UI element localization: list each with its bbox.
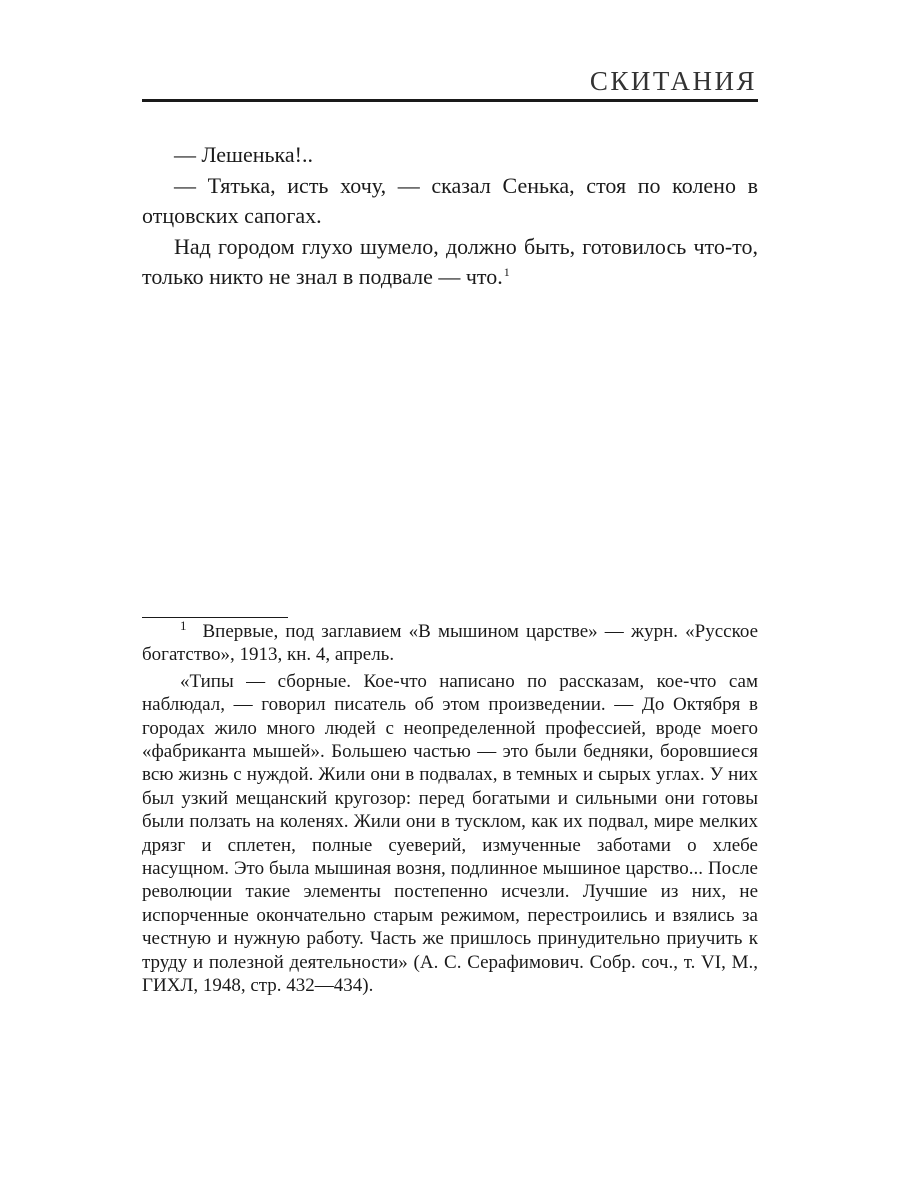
footnote-rule	[142, 617, 288, 618]
footnote-number: 1	[180, 617, 187, 633]
footnote-quote: «Типы — сборные. Кое-что написано по рассказам, кое-что сам наблюдал, — говорил писатель об этом произведении. — До Октября в городах жило много людей с неопределенной профессией, вроде моего «фабриканта мышей». Большею частью — это были бедняки, боровшиеся всю жизнь с нуждой. Жили они в подвалах, в темных и сырых углах. У них был узкий мещанский кругозор: перед богатыми и сильными они готовы были ползать на коленях. Жили они в тусклом, как их подвал, мире мелких дрязг и сплетен, полные суеверий, измученные заботами о хлебе насущном. Это была мышиная возня, подлинное мышиное царство... После революции такие элементы постепенно исчезли. Лучшие из них, не испорченные окончательно старым режимом, перестроились и взялись за честную и нужную работу. Часть же пришлось принудительно приучить к труду и полезной деятельности» (А. С. Серафимович. Собр. соч., т. VI, М., ГИХЛ, 1948, стр. 432—434).	[142, 670, 758, 997]
footnote-reference[interactable]: 1	[503, 264, 510, 279]
main-text	[142, 140, 758, 292]
paragraph-text: Над городом глухо шумело, должно быть, готовилось что-то, только никто не знал в подвале — что.	[142, 234, 758, 289]
footnote-source: Впервые, под заглавием «В мышином царстве» — журн. «Русское богатство», 1913, кн. 4, апрель.	[142, 621, 758, 666]
paragraph	[142, 232, 758, 292]
footnote	[142, 617, 758, 667]
header-rule	[142, 99, 758, 102]
running-head: СКИТАНИЯ	[589, 66, 757, 96]
footnotes	[142, 617, 758, 998]
paragraph: — Лешенька!..	[174, 142, 313, 167]
paragraph: — Тятька, исть хочу, — сказал Сенька, стоя по колено в отцовских сапогах.	[142, 173, 758, 228]
